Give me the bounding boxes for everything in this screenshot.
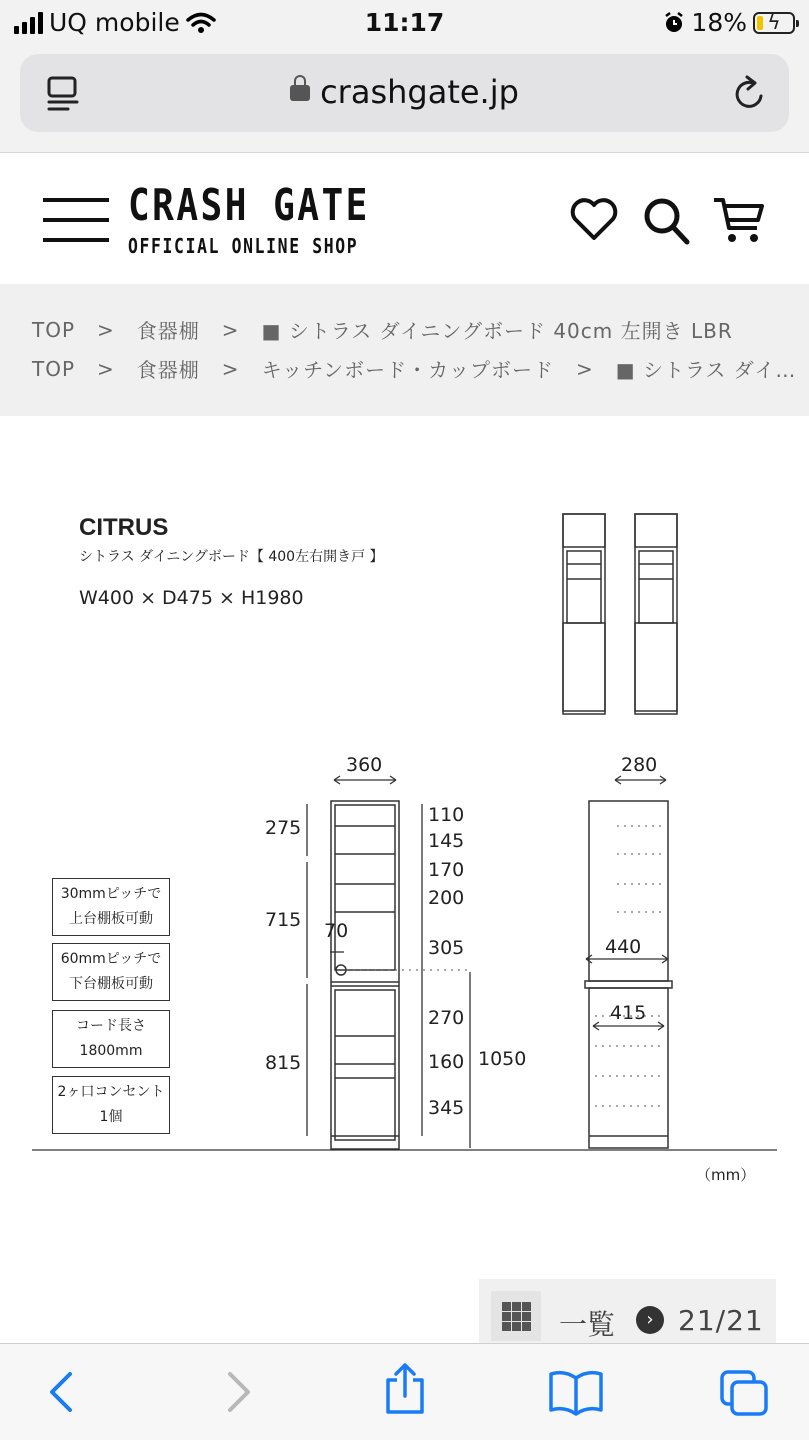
address-bar[interactable] bbox=[20, 54, 789, 132]
site-header bbox=[0, 154, 809, 284]
tabs-icon[interactable] bbox=[718, 1368, 770, 1418]
cart-icon[interactable] bbox=[712, 194, 766, 246]
breadcrumb-link-subcategory[interactable]: キッチンボード・カップボード bbox=[261, 358, 554, 382]
breadcrumb-separator: > bbox=[97, 317, 115, 342]
note-line: コード長さ bbox=[76, 1018, 146, 1034]
heart-icon[interactable] bbox=[567, 194, 621, 246]
dim-front-width: 360 bbox=[346, 754, 383, 776]
next-arrow-icon[interactable]: › bbox=[636, 1306, 664, 1334]
dim-shelf-200: 200 bbox=[428, 887, 465, 909]
note-line: 2ヶ口コンセント bbox=[57, 1084, 165, 1100]
breadcrumb-link-category[interactable]: 食器棚 bbox=[136, 358, 200, 382]
reload-icon[interactable] bbox=[731, 74, 767, 112]
bookmarks-icon[interactable] bbox=[548, 1368, 604, 1416]
note-line: 60mmピッチで bbox=[60, 951, 162, 967]
logo-sub-text: OFFICIAL ONLINE SHOP bbox=[128, 234, 359, 258]
dim-side-depth: 280 bbox=[621, 754, 658, 776]
logo-main-text: CRASH GATE bbox=[128, 180, 370, 231]
breadcrumb-trail-1 bbox=[32, 310, 809, 349]
dim-lower-height: 815 bbox=[265, 1052, 302, 1074]
note-line: 1800mm bbox=[79, 1043, 143, 1059]
breadcrumb-link-top[interactable]: TOP bbox=[32, 356, 76, 381]
breadcrumb-link-top[interactable]: TOP bbox=[32, 317, 76, 342]
breadcrumb-current: ■ シトラス ダイ… bbox=[615, 358, 797, 382]
dim-lower-depth: 415 bbox=[610, 1002, 647, 1024]
back-icon[interactable] bbox=[38, 1368, 88, 1416]
dim-counter-depth: 440 bbox=[605, 936, 642, 958]
search-icon[interactable] bbox=[639, 194, 693, 246]
dim-middle-height: 715 bbox=[265, 909, 302, 931]
url-text[interactable]: crashgate.jp bbox=[320, 73, 519, 111]
note-line: 上台棚板可動 bbox=[69, 911, 153, 927]
dim-shelf-110: 110 bbox=[428, 804, 465, 826]
dim-upper-height: 275 bbox=[265, 817, 302, 839]
note-line: 1個 bbox=[99, 1109, 123, 1125]
breadcrumb-current: ■ シトラス ダイニングボード 40cm 左開き LBR bbox=[261, 319, 733, 343]
site-logo[interactable] bbox=[128, 180, 423, 258]
note-lower-shelf bbox=[52, 943, 170, 1001]
breadcrumb-trail-2 bbox=[32, 349, 809, 388]
browser-toolbar bbox=[0, 1343, 809, 1440]
share-icon[interactable] bbox=[380, 1362, 430, 1416]
unit-label: （mm） bbox=[696, 1166, 756, 1184]
product-subtitle: シトラス ダイニングボード【 400左右開き戸 】 bbox=[79, 549, 384, 565]
forward-icon[interactable] bbox=[212, 1368, 262, 1416]
product-dimension-image bbox=[0, 416, 809, 1296]
dim-offset: 70 bbox=[324, 920, 349, 942]
carrier-name: UQ mobile bbox=[49, 8, 180, 37]
dim-shelf-145: 145 bbox=[428, 830, 465, 852]
browser-address-area bbox=[0, 48, 809, 153]
battery-charging-icon: ϟ bbox=[753, 12, 795, 34]
note-upper-shelf bbox=[52, 878, 170, 936]
lock-icon bbox=[290, 85, 310, 101]
note-cord-length bbox=[52, 1010, 170, 1068]
breadcrumb-separator: > bbox=[575, 356, 594, 381]
battery-percent: 18% bbox=[691, 8, 747, 37]
breadcrumb-link-category[interactable]: 食器棚 bbox=[136, 319, 200, 343]
dim-lower-270: 270 bbox=[428, 1007, 465, 1029]
product-size: W400 × D475 × H1980 bbox=[79, 587, 304, 609]
dim-lower-160: 160 bbox=[428, 1051, 465, 1073]
status-bar bbox=[0, 0, 809, 48]
hamburger-menu-icon[interactable] bbox=[43, 196, 109, 244]
dim-gap-305: 305 bbox=[428, 937, 465, 959]
dim-lower-345: 345 bbox=[428, 1097, 465, 1119]
breadcrumb-separator: > bbox=[221, 317, 240, 342]
breadcrumb-separator: > bbox=[97, 356, 115, 381]
note-outlet bbox=[52, 1076, 170, 1134]
note-line: 下台棚板可動 bbox=[69, 976, 153, 992]
gallery-pager bbox=[479, 1279, 776, 1343]
product-name: CITRUS bbox=[79, 514, 169, 541]
alarm-icon bbox=[663, 12, 685, 34]
list-link[interactable]: 一覧 bbox=[559, 1308, 616, 1341]
breadcrumb-separator: > bbox=[221, 356, 240, 381]
note-line: 30mmピッチで bbox=[60, 886, 162, 902]
breadcrumb bbox=[0, 284, 809, 416]
clock: 11:17 bbox=[364, 8, 445, 37]
page-counter: 21/21 bbox=[678, 1304, 764, 1337]
dim-shelf-170: 170 bbox=[428, 859, 465, 881]
dim-counter-height: 1050 bbox=[478, 1048, 527, 1070]
grid-icon[interactable] bbox=[491, 1291, 541, 1341]
